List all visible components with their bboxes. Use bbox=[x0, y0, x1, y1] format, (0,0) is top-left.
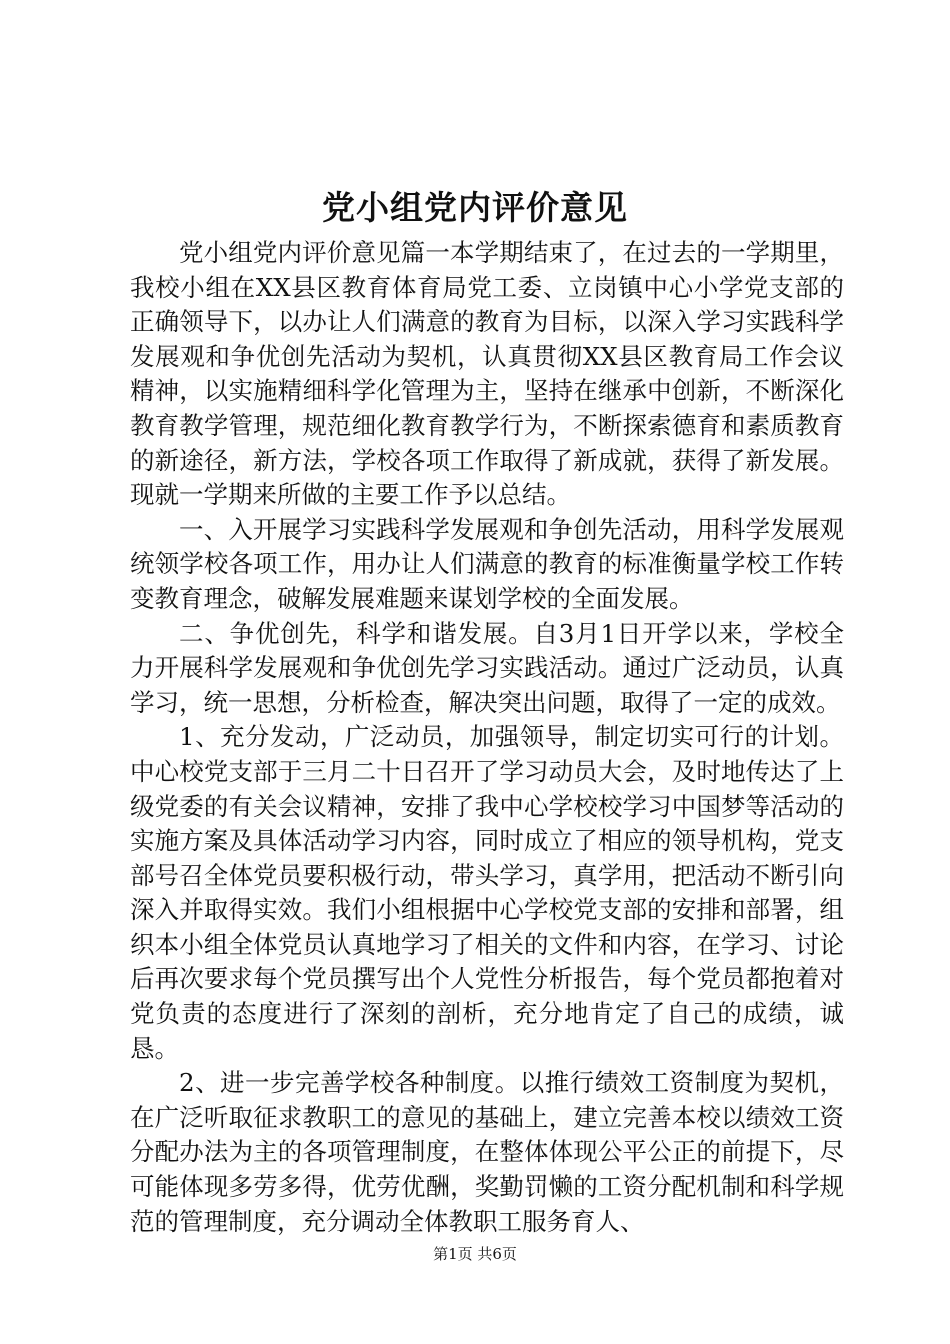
page-number-footer: 第1页 共6页 bbox=[433, 1245, 517, 1263]
document-body bbox=[130, 236, 844, 1239]
paragraph-section-two: 二、争优创先，科学和谐发展。自3月1日开学以来，学校全力开展科学发展观和争优创先学习实践活动。通过广泛动员，认真学习，统一思想，分析检查，解决突出问题，取得了一定的成效。 bbox=[130, 618, 844, 717]
paragraph-section-one: 一、入开展学习实践科学发展观和争创先活动，用科学发展观统领学校各项工作，用办让人们满意的教育的标准衡量学校工作转变教育理念，破解发展难题来谋划学校的全面发展。 bbox=[130, 514, 844, 613]
paragraph-item-two: 2、进一步完善学校各种制度。以推行绩效工资制度为契机，在广泛听取征求教职工的意见的基础上，建立完善本校以绩效工资分配办法为主的各项管理制度，在整体体现公平公正的前提下，尽可能体现多劳多得，优劳优酬，奖勤罚懒的工资分配机制和科学规范的管理制度，充分调动全体教职工服务育人、 bbox=[130, 1068, 844, 1236]
page-title: 党小组党内评价意见 bbox=[322, 188, 628, 227]
paragraph-item-one: 1、充分发动，广泛动员，加强领导，制定切实可行的计划。中心校党支部于三月二十日召开了学习动员大会，及时地传达了上级党委的有关会议精神，安排了我中心学校校学习中国梦等活动的实施方案及具体活动学习内容，同时成立了相应的领导机构，党支部号召全体党员要积极行动，带头学习，真学用，把活动不断引向深入并取得实效。我们小组根据中心学校党支部的安排和部署，组织本小组全体党员认真地学习了相关的文件和内容，在学习、讨论后再次要求每个党员撰写出个人党性分析报告，每个党员都抱着对党负责的态度进行了深刻的剖析，充分地肯定了自己的成绩，诚恳。 bbox=[130, 722, 844, 1063]
paragraph-intro: 党小组党内评价意见篇一本学期结束了，在过去的一学期里，我校小组在XX县区教育体育局党工委、立岗镇中心小学党支部的正确领导下，以办让人们满意的教育为目标，以深入学习实践科学发展观和争优创先活动为契机，认真贯彻XX县区教育局工作会议精神，以实施精细科学化管理为主，坚持在继承中创新，不断深化教育教学管理，规范细化教育教学行为，不断探索德育和素质教育的新途径，新方法，学校各项工作取得了新成就，获得了新发展。现就一学期来所做的主要工作予以总结。 bbox=[130, 238, 844, 510]
